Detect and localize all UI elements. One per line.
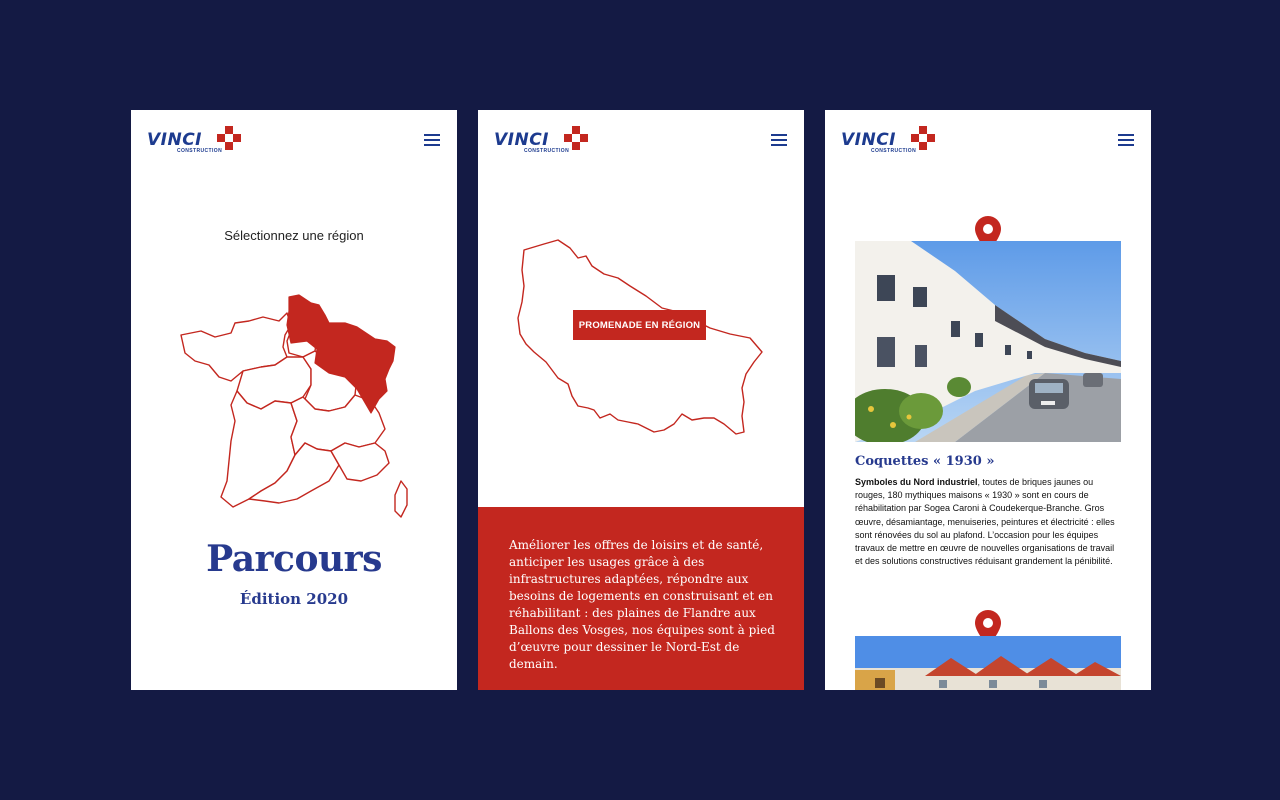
vinci-logo[interactable]: VINCI CONSTRUCTION <box>841 126 941 156</box>
vinci-logo[interactable]: VINCI CONSTRUCTION <box>147 126 247 156</box>
hamburger-menu-icon[interactable] <box>424 134 440 146</box>
houses-1930-photo <box>855 241 1121 442</box>
phone-screen-region-intro <box>478 110 804 690</box>
intro-paragraph: Améliorer les offres de loisirs et de santé, anticiper les usages grâce à des infrastructures adaptées, répondre aux besoins de logements en construisant et en réhabilitant : des plaines de Flandre aux Ballons des Vosges, nos équipes sont à pied d’œuvre pour dessiner le Nord-Est de demain. <box>509 538 775 671</box>
france-map-icon <box>179 285 411 525</box>
vinci-logo[interactable]: VINCI CONSTRUCTION <box>494 126 594 156</box>
hamburger-menu-icon[interactable] <box>771 134 787 146</box>
intro-red-panel <box>478 507 804 690</box>
promenade-en-region-button[interactable]: PROMENADE EN RÉGION <box>573 310 706 340</box>
vinci-cross-icon <box>911 126 935 152</box>
vinci-cross-icon <box>217 126 241 152</box>
hamburger-menu-icon[interactable] <box>1118 134 1134 146</box>
article-body: Symboles du Nord industriel, toutes de briques jaunes ou rouges, 180 mythiques maisons « 1930 » sont en cours de réhabilitation par Sogea Caroni à Coudekerque-Branche. Gros œuvre, désamiantage, menuiseries, peintures et électricité : elles sont rénovées du sol au plafond. L’occasion pour les équipes travaux de mettre en œuvre de nouvelles organisations de travail et des solutions constructives réduisant grandement la pénibilité. <box>855 477 1115 567</box>
parcours-title: Parcours <box>206 538 382 580</box>
select-region-heading: Sélectionnez une région <box>224 228 364 243</box>
edition-subtitle: Édition 2020 <box>239 590 349 608</box>
new-houses-photo <box>855 636 1121 690</box>
phone-screen-region-select <box>131 110 457 690</box>
vinci-cross-icon <box>564 126 588 152</box>
phone-screen-article <box>825 110 1151 690</box>
article-title: Coquettes « 1930 » <box>855 454 995 469</box>
